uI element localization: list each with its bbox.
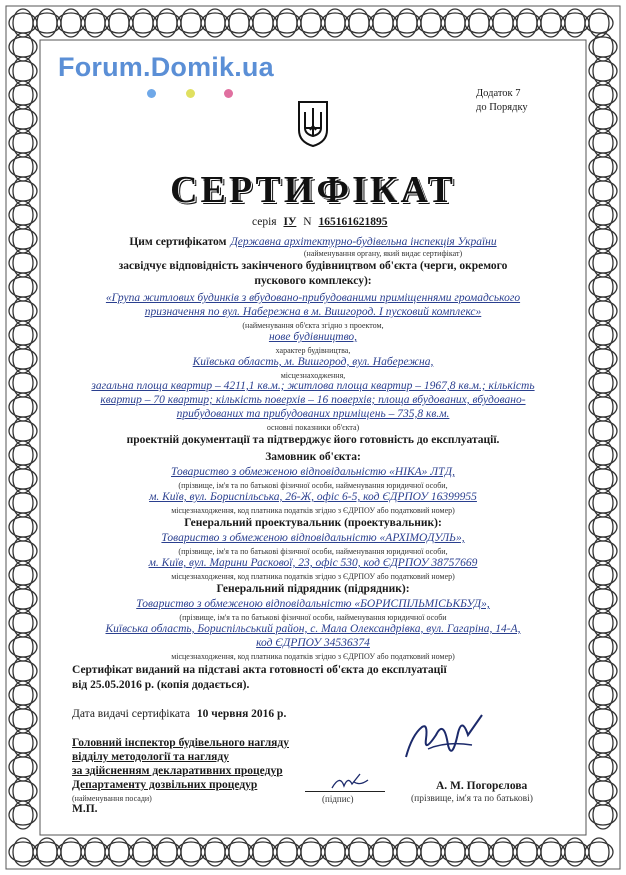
basis-line-2: від 25.05.2016 р. (копія додається).: [72, 679, 250, 691]
issuer-intro: Цим сертифікатом: [129, 236, 227, 248]
contractor-caption-2: місцезнаходження, код платника податків згідно з ЄДРПОУ або податковий номер): [171, 652, 455, 661]
stamp-mark: М.П.: [72, 803, 98, 815]
series-label: серія: [252, 216, 277, 228]
designer-name: Товариство з обмеженою відповідальністю «АРХІМОДУЛЬ»,: [161, 532, 465, 544]
series-n-label: N: [303, 216, 312, 228]
indicators-caption: основні показники об'єкта): [266, 423, 360, 432]
issue-date-row: [72, 708, 286, 720]
indicators-line-1: загальна площа квартир – 4211,1 кв.м.; житлова площа квартир – 1967,8 кв.м.; кількість: [91, 380, 535, 392]
contractor-address-1: Київська область, Бориспільський район, с. Мала Олександрівка, вул. Гагаріна, 14-А,: [105, 623, 521, 635]
customer-caption-2: місцезнаходження, код платника податків згідно з ЄДРПОУ або податковий номер): [171, 506, 455, 515]
certifies-line-2: пускового комплексу):: [254, 275, 372, 287]
initials-signature-icon: [330, 770, 370, 792]
signatory-line-1: Головний інспектор будівельного нагляду: [72, 737, 289, 749]
name-caption: (прізвище, ім'я та по батькові): [411, 794, 533, 804]
location-caption: місцезнаходження,: [280, 371, 346, 380]
handwritten-signature-icon: [398, 705, 488, 765]
object-line-2: призначення по вул. Набережна в м. Вишгород. І пусковий комплекс»: [144, 306, 482, 318]
issuer-caption: (найменування органу, який видає сертифікат): [303, 249, 463, 258]
customer-name: Товариство з обмеженою відповідальністю «НІКА» ЛТД,: [171, 466, 455, 478]
issue-date-label: Дата видачі сертифіката: [72, 708, 190, 720]
watermark-text: Forum.Domik.ua: [58, 52, 274, 82]
customer-caption-1: (прізвище, ім'я та по батькові фізичної особи, найменування юридичної особи,: [178, 481, 448, 490]
customer-address: м. Київ, вул. Бориспільська, 26-Ж, офіс 6-5, код ЄДРПОУ 16399955: [149, 491, 477, 503]
signatory-line-3: за здійсненням декларативних процедур: [72, 765, 283, 777]
object-caption: (найменування об'єкта згідно з проектом,: [242, 321, 384, 330]
contractor-address-2: код ЄДРПОУ 34536374: [256, 637, 370, 649]
designer-caption-1: (прізвище, ім'я та по батькові фізичної особи, найменування юридичної особи,: [178, 547, 448, 556]
basis-line-1: Сертифікат виданий на підставі акта готовності об'єкта до експлуатації: [72, 664, 447, 676]
series-value: ІУ: [283, 216, 297, 228]
watermark-dot-blue: [147, 89, 156, 98]
trident-emblem-icon: [297, 100, 329, 148]
object-line-1: «Група житлових будинків з вбудовано-прибудованими приміщеннями громадського: [105, 292, 521, 304]
annex-line-2: до Порядку: [476, 102, 528, 113]
contractor-caption-1: (прізвище, ім'я та по батькові фізичної особи, найменування юридичної особи: [179, 613, 447, 622]
watermark-dot-yellow: [186, 89, 195, 98]
designer-heading: Генеральний проектувальник (проектувальник):: [184, 517, 442, 529]
customer-heading: Замовник об'єкта:: [265, 451, 361, 463]
construction-caption: характер будівництва,: [275, 346, 351, 355]
construction-type: нове будівництво,: [268, 331, 358, 343]
series-number: 165161621895: [318, 216, 388, 228]
signatory-line-4: Департаменту дозвільних процедур: [72, 779, 258, 791]
certifies-line-1: засвідчує відповідність закінченого будівництвом об'єкта (черги, окремого: [118, 260, 508, 272]
readiness-statement: проектній документації та підтверджує його готовність до експлуатації.: [126, 434, 500, 446]
indicators-line-2: квартир – 70 квартир; кількість поверхів – 16 поверхів; площа вбудованих, вбудовано-: [100, 394, 526, 406]
indicators-line-3: прибудованих та прибудованих приміщень – 735,8 кв.м.: [176, 408, 450, 420]
certificate-title: СЕРТИФІКАТ: [170, 169, 456, 211]
issuer-row: [0, 232, 626, 250]
annex-line-1: Додаток 7: [476, 88, 521, 99]
issue-date-value: 10 червня 2016 р.: [196, 708, 287, 720]
position-caption: (найменування посади): [72, 794, 152, 803]
signatory-full-name: А. М. Погорєлова: [436, 780, 528, 792]
series-row: [252, 216, 387, 228]
designer-address: м. Київ, вул. Марини Раскової, 23, офіс 530, код ЄДРПОУ 38757669: [148, 557, 478, 569]
contractor-heading: Генеральний підрядник (підрядник):: [216, 583, 410, 595]
designer-caption-2: місцезнаходження, код платника податків згідно з ЄДРПОУ або податковий номер): [171, 572, 455, 581]
signatory-line-2: відділу методології та нагляду: [72, 751, 229, 763]
watermark-dot-pink: [224, 89, 233, 98]
object-location: Київська область, м. Вишгород, вул. Набережна,: [192, 356, 434, 368]
contractor-name: Товариство з обмеженою відповідальністю «БОРИСПІЛЬМІСЬКБУД»,: [136, 598, 490, 610]
signature-caption: (підпис): [322, 794, 354, 804]
signature-line: [305, 791, 385, 792]
issuer-name: Державна архітектурно-будівельна інспекція України: [230, 236, 497, 248]
